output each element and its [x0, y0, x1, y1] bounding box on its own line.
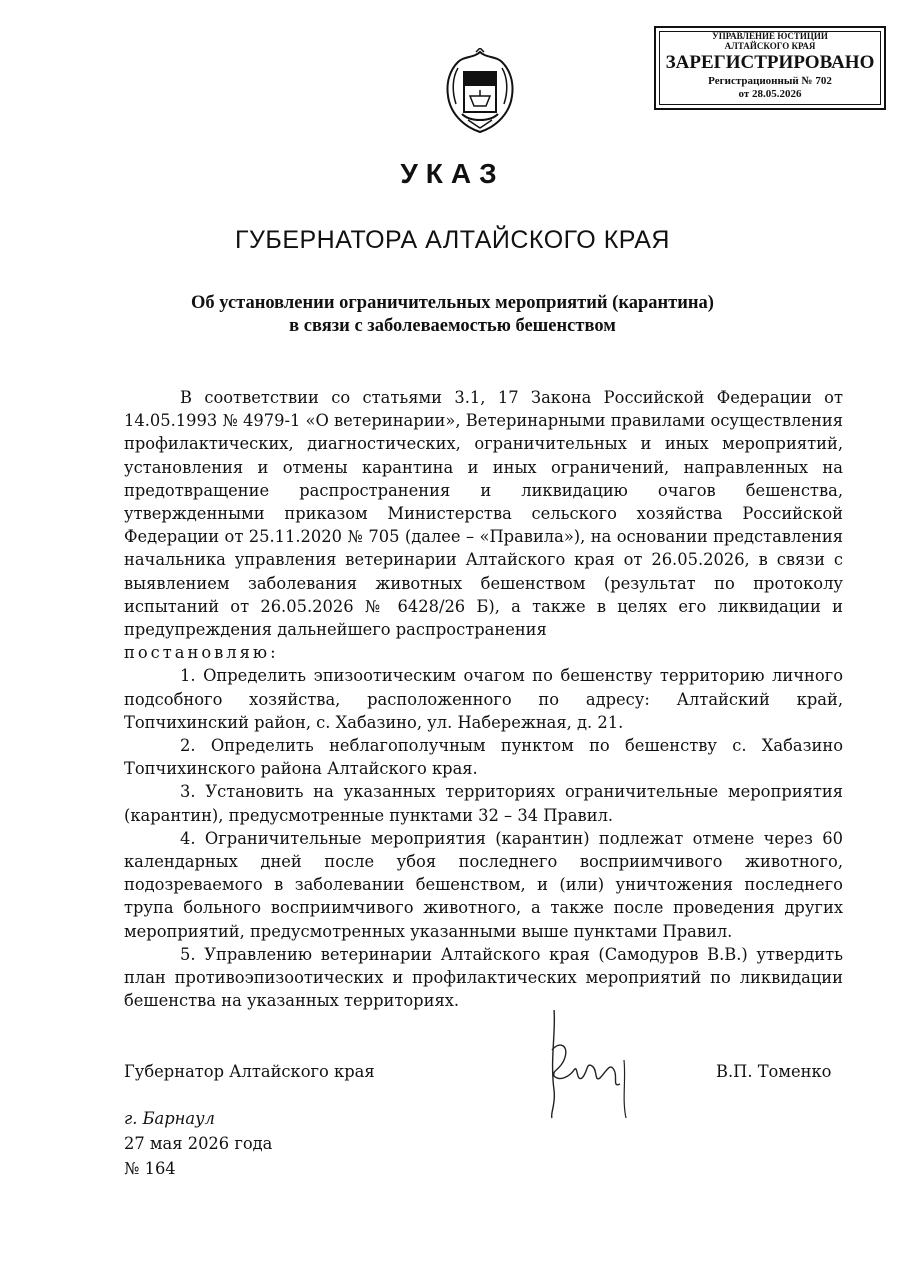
stamp-status: ЗАРЕГИСТРИРОВАНО	[665, 52, 875, 73]
city: г. Барнаул	[124, 1109, 215, 1128]
stamp-authority-line1: УПРАВЛЕНИЕ ЮСТИЦИИ	[712, 31, 828, 41]
decree-item-2: 2. Определить неблагополучным пунктом по бешенству с. Хабазино Топчихинского района Алтайского края.	[124, 736, 843, 779]
stamp-inner-border	[659, 31, 881, 105]
signatory-position: Губернатор Алтайского края	[124, 1062, 375, 1081]
decree-item-5: 5. Управлению ветеринарии Алтайского края (Самодуров В.В.) утвердить план противоэпизоотических и профилактических мероприятий по ликвидации бешенства на указанных территориях.	[124, 944, 843, 1011]
stamp-reg-date: от 28.05.2026	[738, 88, 802, 100]
decree-item-4: 4. Ограничительные мероприятия (карантин) подлежат отмене через 60 календарных дней после убоя последнего восприимчивого животного, подозреваемого в заболевании бешенством, и (или) уничтожения последнего трупа больного восприимчивого животного, а также после проведения других мероприятий, предусмотренных указанными выше пунктами Правил.	[124, 828, 843, 941]
stamp-authority-line2: АЛТАЙСКОГО КРАЯ	[724, 41, 816, 51]
stamp-reg-number: Регистрационный № 702	[708, 75, 832, 87]
decree-body	[124, 386, 843, 1012]
handwritten-signature	[540, 1000, 640, 1120]
document-type-title: УКАЗ	[400, 158, 505, 189]
decree-date: 27 мая 2026 года	[124, 1134, 273, 1153]
coat-of-arms-emblem	[440, 48, 520, 136]
issuer-title: ГУБЕРНАТОРА АЛТАЙСКОГО КРАЯ	[235, 226, 670, 254]
subject-line-1: Об установлении ограничительных мероприятий (карантина)	[191, 293, 714, 313]
decree-item-3: 3. Установить на указанных территориях ограничительные мероприятия (карантин), предусмотренные пунктами 32 – 34 Правил.	[124, 782, 843, 825]
place-date-number	[124, 1106, 272, 1181]
decree-number: № 164	[124, 1159, 176, 1178]
preamble-paragraph: В соответствии со статьями 3.1, 17 Закона Российской Федерации от 14.05.1993 № 4979-1 «О ветеринарии», Ветеринарными правилами осуществления профилактических, диагностических, ограничительных и иных мероприятий, установления и отмены карантина и иных ограничений, направленных на предотвращение распространения и ликвидацию очагов бешенства, утвержденными приказом Министерства сельского хозяйства Российской Федерации от 25.11.2020 № 705 (далее – «Правила»), на основании представления начальника управления ветеринарии Алтайского края от 26.05.2026, в связи с выявлением заболевания животных бешенством (результат по протоколу испытаний от 26.05.2026 № 6428/26 Б), а также в целях его ликвидации и предупреждения дальнейшего распространения	[124, 388, 843, 640]
signatory-name: В.П. Томенко	[716, 1062, 832, 1081]
decree-word: постановляю:	[124, 643, 279, 663]
decree-item-1: 1. Определить эпизоотическим очагом по бешенству территорию личного подсобного хозяйства, расположенного по адресу: Алтайский край, Топчихинский район, с. Хабазино, ул. Набережная, д. 21.	[124, 666, 843, 732]
subject-line-2: в связи с заболеваемостью бешенством	[289, 316, 616, 336]
decree-subject	[110, 292, 795, 338]
registration-stamp	[654, 26, 886, 110]
